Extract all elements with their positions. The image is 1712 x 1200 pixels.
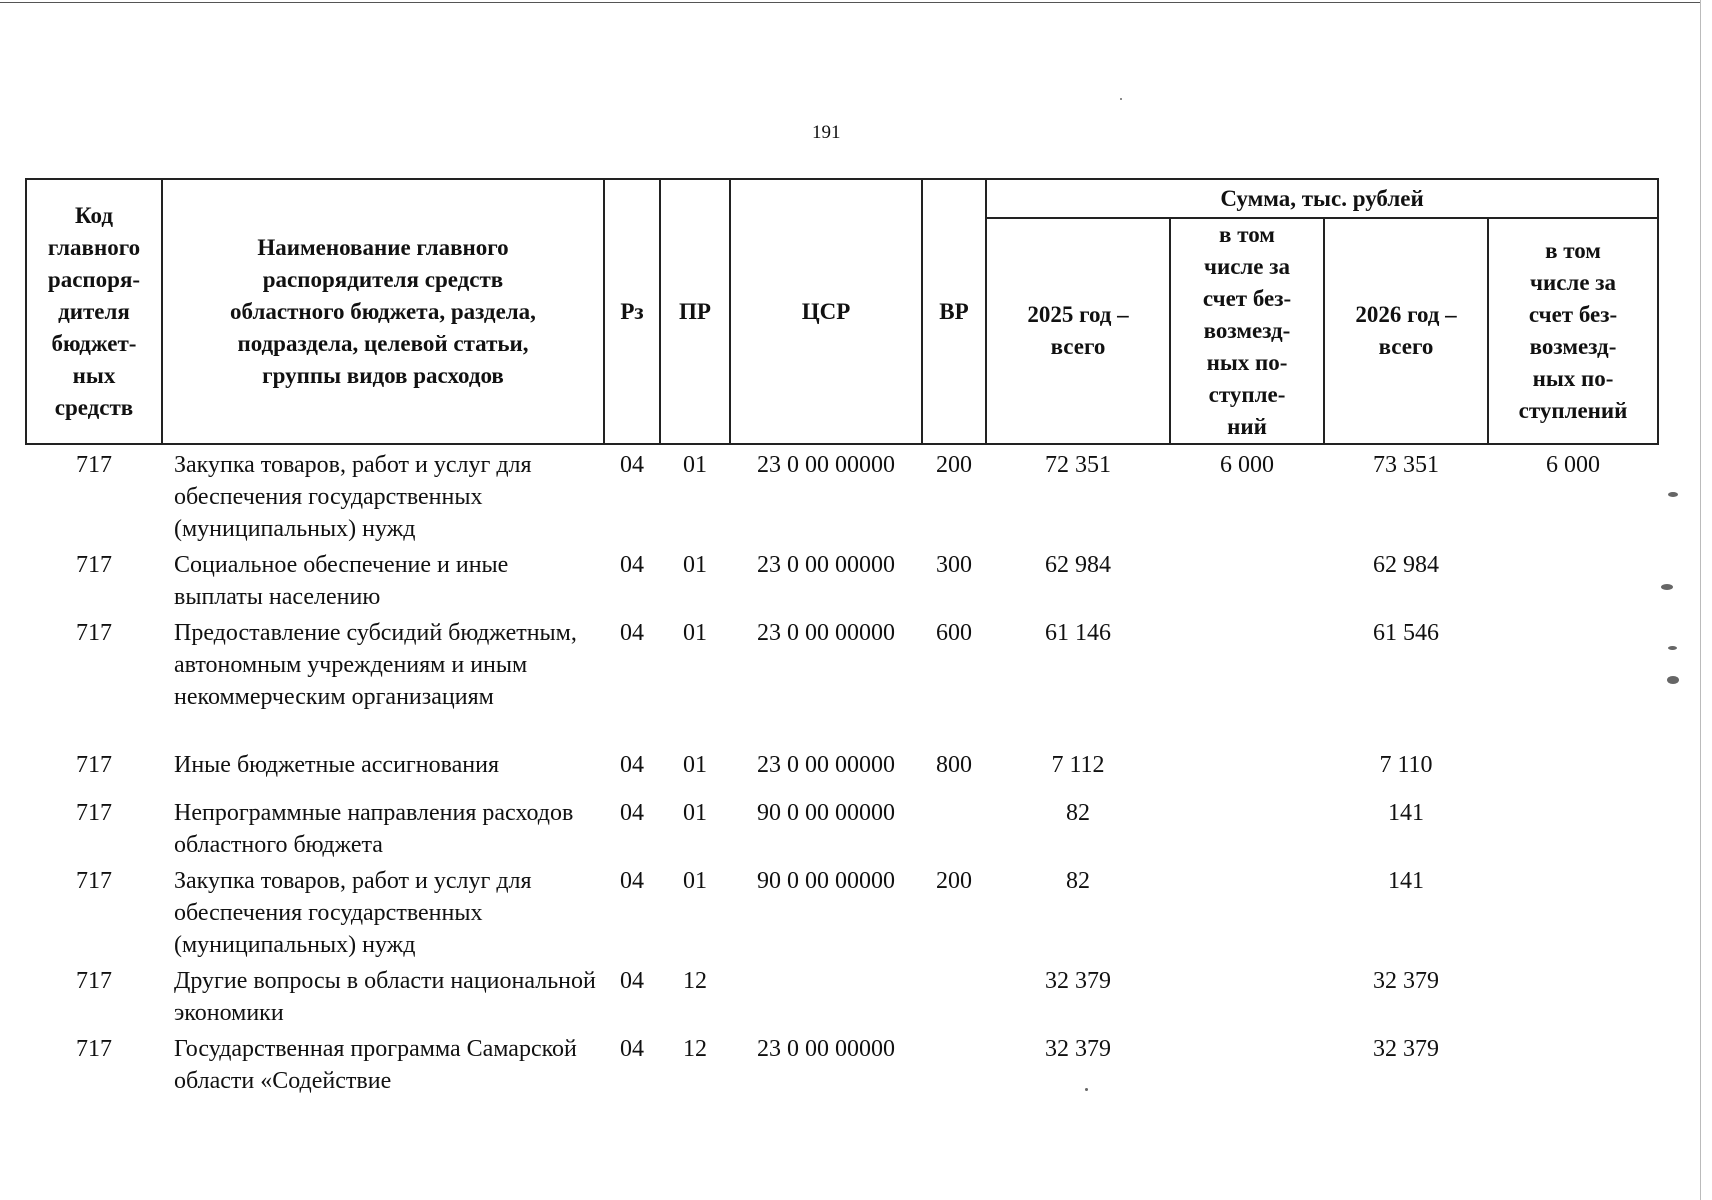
cell-2025-total: 32 379 [1045,968,1111,994]
cell-2026-total: 141 [1388,868,1424,894]
cell-pr: 01 [683,752,707,778]
table-row [26,444,1658,545]
header-name: Наименование главного распорядителя средств областного бюджета, раздела, подраздела, целевой статьи, группы видов расходов [162,179,604,444]
cell-rz: 04 [620,868,644,894]
scan-speck [1668,646,1677,650]
header-sum-group: Сумма, тыс. рублей [986,179,1658,218]
scan-speck [1120,98,1122,100]
cell-name: Социальное обеспечение и иные выплаты населению [174,552,509,610]
cell-rz: 04 [620,752,644,778]
cell-name: Иные бюджетные ассигнования [174,752,499,778]
header-code: Код главного распоря- дителя бюджет- ных средств [26,179,162,444]
cell-pr: 01 [683,800,707,826]
cell-csr: 23 0 00 00000 [757,552,895,578]
cell-rz: 04 [620,800,644,826]
cell-pr: 01 [683,620,707,646]
cell-2025-gratis [1170,613,1324,745]
cell-rz: 04 [620,552,644,578]
cell-2025-gratis [1170,1029,1324,1103]
cell-2026-total: 61 546 [1373,620,1439,646]
header-2026-total: 2026 год – всего [1324,218,1488,444]
table-row [26,745,1658,793]
cell-csr: 23 0 00 00000 [757,620,895,646]
cell-2026-total: 62 984 [1373,552,1439,578]
header-csr: ЦСР [730,179,922,444]
cell-2025-gratis: 6 000 [1220,452,1274,478]
cell-pr: 01 [683,868,707,894]
cell-rz: 04 [620,968,644,994]
cell-pr: 01 [683,452,707,478]
scan-speck [1667,676,1679,684]
cell-vr: 200 [936,452,972,478]
header-vr: ВР [922,179,986,444]
cell-vr: 600 [936,620,972,646]
cell-name: Закупка товаров, работ и услуг для обеспечения государственных (муниципальных) нужд [174,452,532,542]
table-row [26,1029,1658,1103]
cell-2026-total: 32 379 [1373,1036,1439,1062]
cell-2026-gratis [1488,793,1658,861]
cell-csr: 23 0 00 00000 [757,1036,895,1062]
header-2025-total: 2025 год – всего [986,218,1170,444]
cell-2026-gratis: 6 000 [1546,452,1601,478]
cell-vr [922,1029,986,1103]
cell-2026-gratis [1488,1029,1658,1103]
cell-name: Непрограммные направления расходов областного бюджета [174,800,574,858]
cell-2025-gratis [1170,861,1324,961]
cell-2026-gratis [1488,861,1658,961]
cell-rz: 04 [620,1036,644,1062]
table-row [26,861,1658,961]
cell-code: 717 [76,752,112,778]
cell-code: 717 [76,1036,112,1062]
cell-pr: 12 [683,1036,707,1062]
cell-csr [730,961,922,1029]
cell-code: 717 [76,620,112,646]
scan-speck [1668,492,1678,497]
cell-code: 717 [76,552,112,578]
cell-pr: 12 [683,968,707,994]
cell-csr: 23 0 00 00000 [757,752,895,778]
cell-rz: 04 [620,452,644,478]
budget-table [25,178,1659,1103]
cell-2025-total: 82 [1066,868,1090,894]
header-2025-gratis: в том числе за счет без- возмезд- ных по- ступле- ний [1170,218,1324,444]
cell-rz: 04 [620,620,644,646]
cell-name: Предоставление субсидий бюджетным, автономным учреждениям и иным некоммерческим организациям [174,620,577,710]
table-row [26,961,1658,1029]
cell-vr: 800 [936,752,972,778]
cell-2026-gratis [1488,545,1658,613]
cell-2026-total: 7 110 [1379,752,1433,778]
page-number: 191 [812,122,841,143]
cell-vr: 300 [936,552,972,578]
cell-name: Другие вопросы в области национальной экономики [174,968,596,1026]
cell-code: 717 [76,868,112,894]
cell-2026-gratis [1488,961,1658,1029]
cell-csr: 90 0 00 00000 [757,800,895,826]
cell-2025-gratis [1170,545,1324,613]
table-row [26,613,1658,745]
cell-pr: 01 [683,552,707,578]
cell-code: 717 [76,452,112,478]
cell-name: Государственная программа Самарской области «Содействие [174,1036,577,1094]
cell-vr [922,961,986,1029]
cell-2026-total: 73 351 [1373,452,1439,478]
cell-vr: 200 [936,868,972,894]
cell-code: 717 [76,968,112,994]
cell-2025-gratis [1170,745,1324,793]
table-row [26,793,1658,861]
cell-2025-gratis [1170,961,1324,1029]
cell-2026-total: 141 [1388,800,1424,826]
cell-2025-total: 32 379 [1045,1036,1111,1062]
scan-speck [1661,584,1673,590]
scan-speck [1085,1088,1088,1091]
cell-csr: 23 0 00 00000 [757,452,895,478]
cell-2025-total: 62 984 [1045,552,1111,578]
cell-name: Закупка товаров, работ и услуг для обеспечения государственных (муниципальных) нужд [174,868,532,958]
cell-2025-total: 72 351 [1045,452,1111,478]
cell-2025-gratis [1170,793,1324,861]
cell-2026-total: 32 379 [1373,968,1439,994]
cell-2025-total: 7 112 [1051,752,1105,778]
top-rule [0,2,1700,3]
header-rz: Рз [604,179,660,444]
cell-2025-total: 61 146 [1045,620,1111,646]
cell-csr: 90 0 00 00000 [757,868,895,894]
cell-code: 717 [76,800,112,826]
cell-vr [922,793,986,861]
page-edge [1700,0,1701,1200]
header-2026-gratis: в том числе за счет без- возмезд- ных по- ступлений [1488,218,1658,444]
cell-2025-total: 82 [1066,800,1090,826]
table-row [26,545,1658,613]
cell-2026-gratis [1488,745,1658,793]
header-pr: ПР [660,179,730,444]
cell-2026-gratis [1488,613,1658,745]
